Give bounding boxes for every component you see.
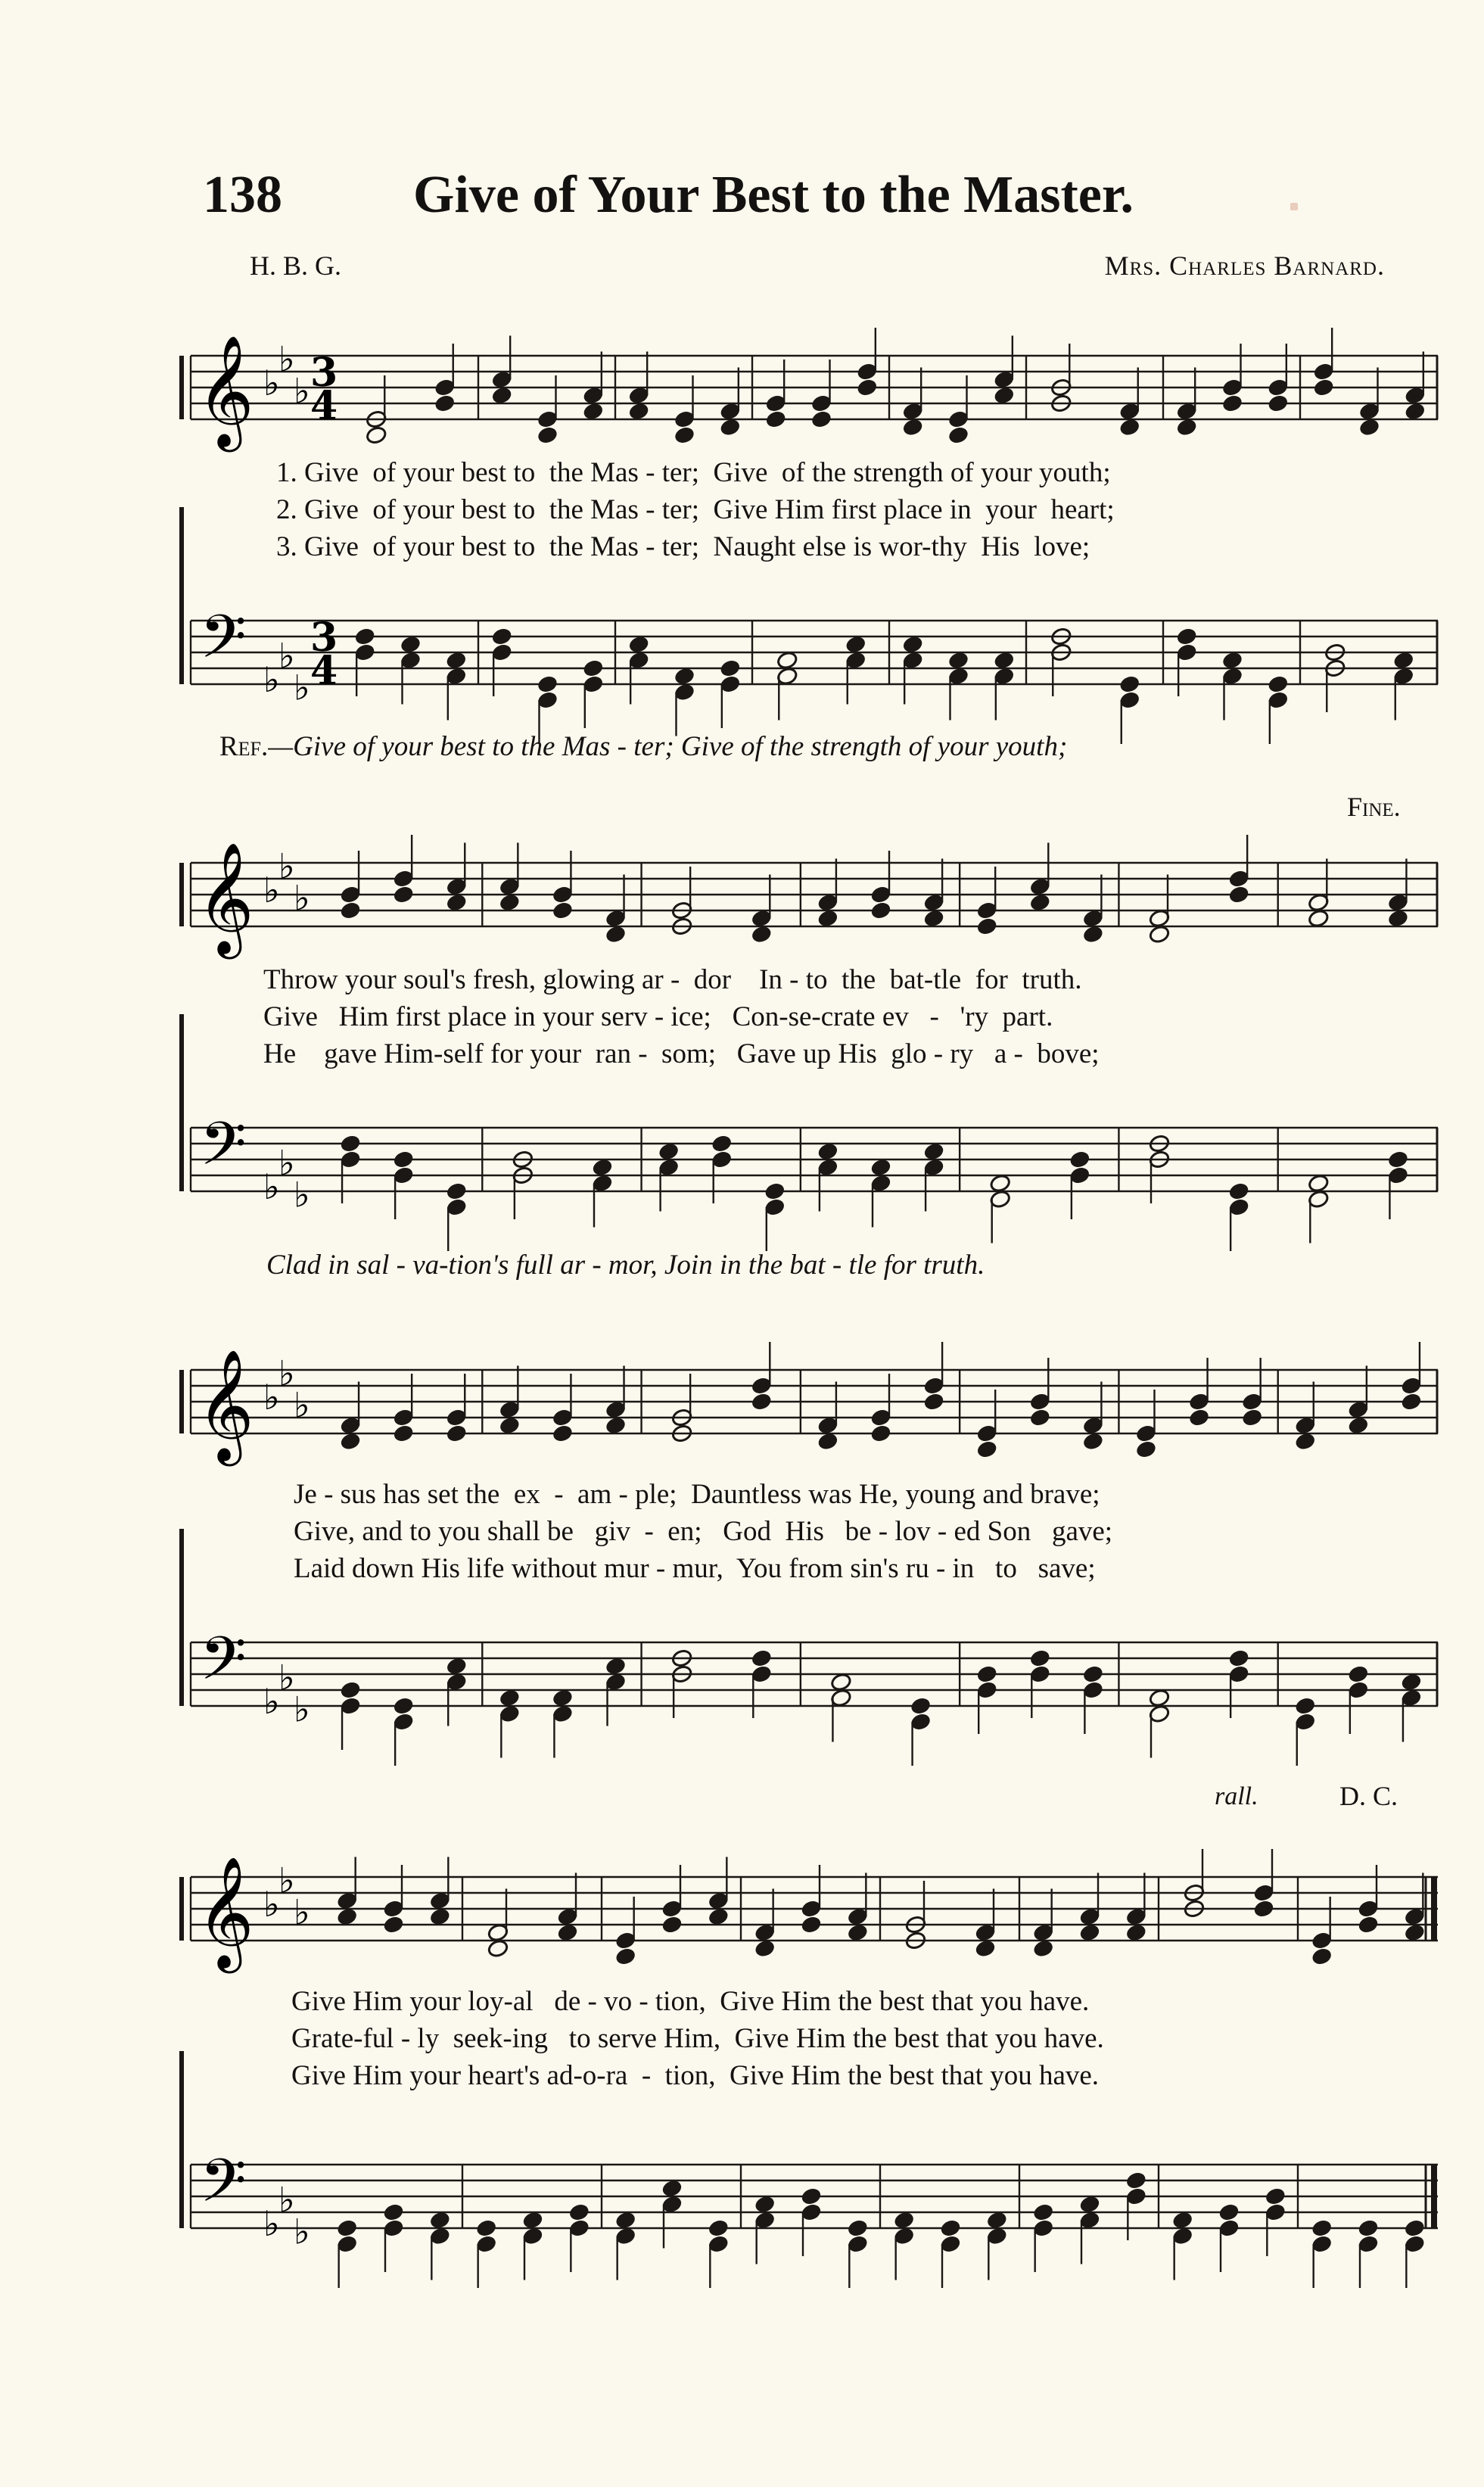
quarter-note-head [661,2179,683,2199]
quarter-note-head [1253,1899,1275,1919]
quarter-note-head [1228,1181,1250,1201]
verse-2-line: Give, and to you shall be giv - en; God His be - lov - ed Son gave; [294,1516,1113,1547]
quarter-note-head [582,402,604,422]
quarter-note-head [393,1150,415,1169]
quarter-note-head [947,651,969,671]
quarter-note-head [976,917,998,936]
treble-clef-icon: 𝄞 [197,335,254,447]
fine-marker: Fine. [1347,792,1401,822]
flat-sign-icon: ♭ [263,363,280,403]
verse-2-line: 2. Give of your best to the Mas - ter; Give Him first place in your heart; [276,494,1115,525]
quarter-note-head [674,667,695,686]
quarter-note-head [340,1432,362,1452]
quarter-note-head [393,885,415,904]
treble-staff [174,318,1438,469]
quarter-note-head [986,2211,1008,2230]
quarter-note-head [708,1907,730,1927]
quarter-note-head [1176,418,1198,437]
quarter-note-head [592,1158,614,1178]
bass-clef-icon: 𝄢 [200,2146,247,2230]
quarter-note-head [1294,1696,1316,1716]
treble-staff [174,1839,1438,1991]
quarter-note-head [336,1907,358,1927]
quarter-note-head [1347,1416,1369,1436]
refrain-line-2 [266,1249,985,1281]
flat-sign-icon: ♭ [263,1166,280,1207]
flat-sign-icon: ♭ [294,2211,310,2252]
treble-clef-icon: 𝄞 [197,1856,254,1969]
refrain-label: Ref. [219,731,269,762]
quarter-note-head [393,1696,415,1716]
flat-sign-icon: ♭ [294,1689,310,1730]
quarter-note-head [1188,1408,1210,1427]
rall-marker: rall. [1215,1782,1258,1810]
quarter-note-head [893,2211,915,2230]
quarter-note-head [817,1432,838,1452]
quarter-note-head [605,1657,627,1676]
quarter-note-head [605,925,627,945]
half-note-head [830,1673,852,1692]
verse-3-line: He gave Him-self for your ran - som; Gave up His glo - ry a - bove; [263,1038,1100,1069]
quarter-note-head [1311,1947,1333,1966]
quarter-note-head [754,1939,776,1959]
half-note-head [776,651,798,671]
quarter-note-head [1171,2211,1193,2230]
bass-staff [174,1605,1438,1756]
verse-2-line: Grate-ful - ly seek-ing to serve Him, Give Him the best that you have. [291,2023,1104,2054]
final-barline-thick [1431,1877,1437,1941]
quarter-note-head [628,402,650,422]
quarter-note-head [711,1134,733,1153]
flat-sign-icon: ♭ [263,2203,280,2244]
bass-staff [174,2127,1438,2278]
verse-1-line: Give Him your loy-al de - vo - tion, Give Him the best that you have. [291,1986,1090,2017]
quarter-note-head [801,2187,823,2206]
bass-staff [174,583,1438,734]
quarter-note-head [1358,1915,1380,1935]
quarter-note-head [1313,378,1335,397]
quarter-note-head [1118,674,1140,694]
quarter-note-head [499,1416,521,1436]
quarter-note-head [1079,2195,1101,2215]
quarter-note-head [976,1664,998,1684]
flat-sign-icon: ♭ [278,845,295,887]
quarter-note-head [940,2218,962,2238]
quarter-note-head [383,1915,405,1935]
quarter-note-head [354,627,376,646]
quarter-note-head [1029,1648,1051,1668]
flat-sign-icon: ♭ [263,870,280,910]
time-signature-digit: 3 [310,350,338,396]
quarter-note-head [1294,1432,1316,1452]
half-note-head [1149,925,1171,945]
final-barline-thick [1431,2165,1437,2228]
quarter-note-head [537,425,558,445]
quarter-note-head [1228,1648,1250,1668]
quarter-note-head [751,1392,773,1412]
quarter-note-head [628,635,650,655]
quarter-note-head [475,2218,497,2238]
quarter-note-head [582,658,604,678]
quarter-note-head [557,1923,579,1943]
quarter-note-head [870,1424,892,1443]
half-note-head [487,1939,509,1959]
quarter-note-head [1228,885,1250,904]
quarter-note-head [1265,2187,1286,2206]
time-signature-digit: 4 [310,648,338,694]
verse-3-line: Give Him your heart's ad-o-ra - tion, Give Him the best that you have. [291,2060,1100,2091]
verse-lyrics [294,1476,1112,1587]
quarter-note-head [817,1142,838,1162]
dc-marker: D. C. [1339,1781,1398,1811]
quarter-note-head [605,1416,627,1436]
quarter-note-head [902,635,924,655]
quarter-note-head [1387,1150,1409,1169]
bass-clef-icon: 𝄢 [200,1623,247,1708]
bass-clef-icon: 𝄢 [200,602,247,686]
quarter-note-head [552,1424,574,1443]
quarter-note-head [1079,1923,1101,1943]
quarter-note-head [1400,1673,1422,1692]
quarter-note-head [754,2195,776,2215]
quarter-note-head [499,893,521,913]
treble-staff [174,825,1438,976]
flat-sign-icon: ♭ [263,1884,280,1925]
verse-1-line: Throw your soul's fresh, glowing ar - dor In - to the bat-tle for truth. [263,964,1082,995]
quarter-note-head [719,418,741,437]
flat-sign-icon: ♭ [294,877,310,919]
flat-sign-icon: ♭ [278,1860,295,1901]
quarter-note-head [400,635,422,655]
quarter-note-head [870,1158,892,1178]
paper-speck [1290,203,1298,210]
flat-sign-icon: ♭ [278,635,295,677]
quarter-note-head [434,394,456,413]
quarter-note-head [810,409,832,429]
music-system-4 [174,1824,1438,2308]
quarter-note-head [1125,2171,1147,2190]
half-note-head [1149,1689,1171,1708]
flat-sign-icon: ♭ [294,370,310,412]
quarter-note-head [491,386,513,406]
quarter-note-head [499,1689,521,1708]
music-credit: Mrs. Charles Barnard. [1104,251,1385,281]
quarter-note-head [1135,1440,1157,1459]
flat-sign-icon: ♭ [263,659,280,700]
quarter-note-head [947,425,969,445]
half-note-head [366,425,387,445]
quarter-note-head [537,674,558,694]
flat-sign-icon: ♭ [278,1657,295,1698]
quarter-note-head [674,425,695,445]
quarter-note-head [1029,1408,1051,1427]
words-credit: H. B. G. [250,251,342,281]
quarter-note-head [719,658,741,678]
quarter-note-head [1358,418,1380,437]
quarter-note-head [751,925,773,945]
quarter-note-head [1118,418,1140,437]
quarter-note-head [1267,674,1289,694]
quarter-note-head [552,1689,574,1708]
quarter-note-head [993,651,1015,671]
bass-clef-icon: 𝄢 [200,1109,247,1194]
flat-sign-icon: ♭ [294,1384,310,1426]
flat-sign-icon: ♭ [278,1352,295,1394]
quarter-note-head [847,2218,869,2238]
treble-clef-icon: 𝄞 [197,842,254,954]
flat-sign-icon: ♭ [294,667,310,708]
quarter-note-head [1082,1664,1104,1684]
quarter-note-head [1404,2218,1426,2238]
quarter-note-head [614,1947,636,1966]
quarter-note-head [1392,651,1414,671]
quarter-note-head [902,418,924,437]
verse-lyrics [276,454,1115,565]
verse-3-line: 3. Give of your best to the Mas - ter; Naught else is wor-thy His love; [276,531,1090,562]
quarter-note-head [1241,1408,1263,1427]
flat-sign-icon: ♭ [278,338,295,380]
music-system-1 [174,303,1438,757]
quarter-note-head [1176,627,1198,646]
flat-sign-icon: ♭ [278,2179,295,2221]
quarter-note-head [340,901,362,920]
quarter-note-head [1069,1150,1090,1169]
quarter-note-head [801,1915,823,1935]
time-signature-digit: 4 [310,383,338,429]
flat-sign-icon: ♭ [278,1142,295,1184]
time-signature-digit: 3 [310,615,338,661]
quarter-note-head [1311,2218,1333,2238]
quarter-note-head [446,1657,468,1676]
quarter-note-head [491,627,513,646]
verse-2-line: Give Him first place in your serv - ice; Con-se-crate ev - 'ry part. [263,1001,1053,1032]
hymn-title: Give of Your Best to the Master. [413,166,1134,224]
quarter-note-head [1400,1392,1422,1412]
quarter-note-head [1082,925,1104,945]
quarter-note-head [1358,2218,1380,2238]
quarter-note-head [568,2202,590,2222]
flat-sign-icon: ♭ [294,1891,310,1933]
quarter-note-head [765,409,787,429]
quarter-note-head [429,1907,451,1927]
quarter-note-head [1404,1923,1426,1943]
quarter-note-head [522,2211,544,2230]
flat-sign-icon: ♭ [263,1377,280,1418]
quarter-note-head [1218,2202,1240,2222]
hymn-number: 138 [203,166,282,224]
bass-staff [174,1090,1438,1241]
quarter-note-head [340,1134,362,1153]
quarter-note-head [976,1440,998,1459]
quarter-note-head [923,909,945,929]
treble-staff [174,1332,1438,1483]
quarter-note-head [340,1680,362,1700]
quarter-note-head [393,1424,415,1443]
quarter-note-head [1032,1939,1054,1959]
quarter-note-head [923,1392,945,1412]
music-system-2 [174,810,1438,1264]
quarter-note-head [845,635,866,655]
quarter-note-head [661,1915,683,1935]
quarter-note-head [1221,651,1243,671]
quarter-note-head [817,909,838,929]
quarter-note-head [552,901,574,920]
verse-lyrics [291,1983,1104,2094]
quarter-note-head [975,1939,997,1959]
quarter-note-head [1125,1923,1147,1943]
quarter-note-head [910,1696,932,1716]
verse-3-line: Laid down His life without mur - mur, You from sin's ru - in to save; [294,1553,1096,1584]
quarter-note-head [847,1923,869,1943]
quarter-note-head [383,2202,405,2222]
quarter-note-head [1221,394,1243,413]
quarter-note-head [446,1424,468,1443]
treble-clef-icon: 𝄞 [197,1349,254,1461]
quarter-note-head [856,378,878,397]
half-note-head [989,1174,1011,1194]
refrain-text: —Give of your best to the Mas - ter; Give of the strength of your youth; [268,731,1068,762]
refrain-text: Clad in sal - va-tion's full ar - mor, Join in the bat - tle for truth. [266,1250,985,1281]
verse-1-line: 1. Give of your best to the Mas - ter; Give of the strength of your youth; [276,457,1111,488]
quarter-note-head [1404,402,1426,422]
quarter-note-head [446,1181,468,1201]
quarter-note-head [1347,1664,1369,1684]
music-system-3 [174,1317,1438,1771]
refrain-line-1 [219,730,1067,763]
quarter-note-head [1032,2202,1054,2222]
quarter-note-head [446,893,468,913]
quarter-note-head [658,1142,680,1162]
verse-1-line: Je - sus has set the ex - am - ple; Dauntless was He, young and brave; [294,1479,1100,1510]
quarter-note-head [751,1648,773,1668]
quarter-note-head [614,2211,636,2230]
quarter-note-head [764,1181,786,1201]
quarter-note-head [923,1142,945,1162]
quarter-note-head [445,651,467,671]
half-note-head [1308,1174,1330,1194]
quarter-note-head [1029,893,1051,913]
flat-sign-icon: ♭ [294,1174,310,1215]
quarter-note-head [708,2218,730,2238]
verse-lyrics [263,961,1100,1072]
quarter-note-head [993,386,1015,406]
quarter-note-head [336,2218,358,2238]
flat-sign-icon: ♭ [263,1681,280,1722]
quarter-note-head [1387,909,1409,929]
quarter-note-head [1267,394,1289,413]
quarter-note-head [429,2211,451,2230]
quarter-note-head [870,901,892,920]
quarter-note-head [1082,1432,1104,1452]
half-note-head [1308,909,1330,929]
